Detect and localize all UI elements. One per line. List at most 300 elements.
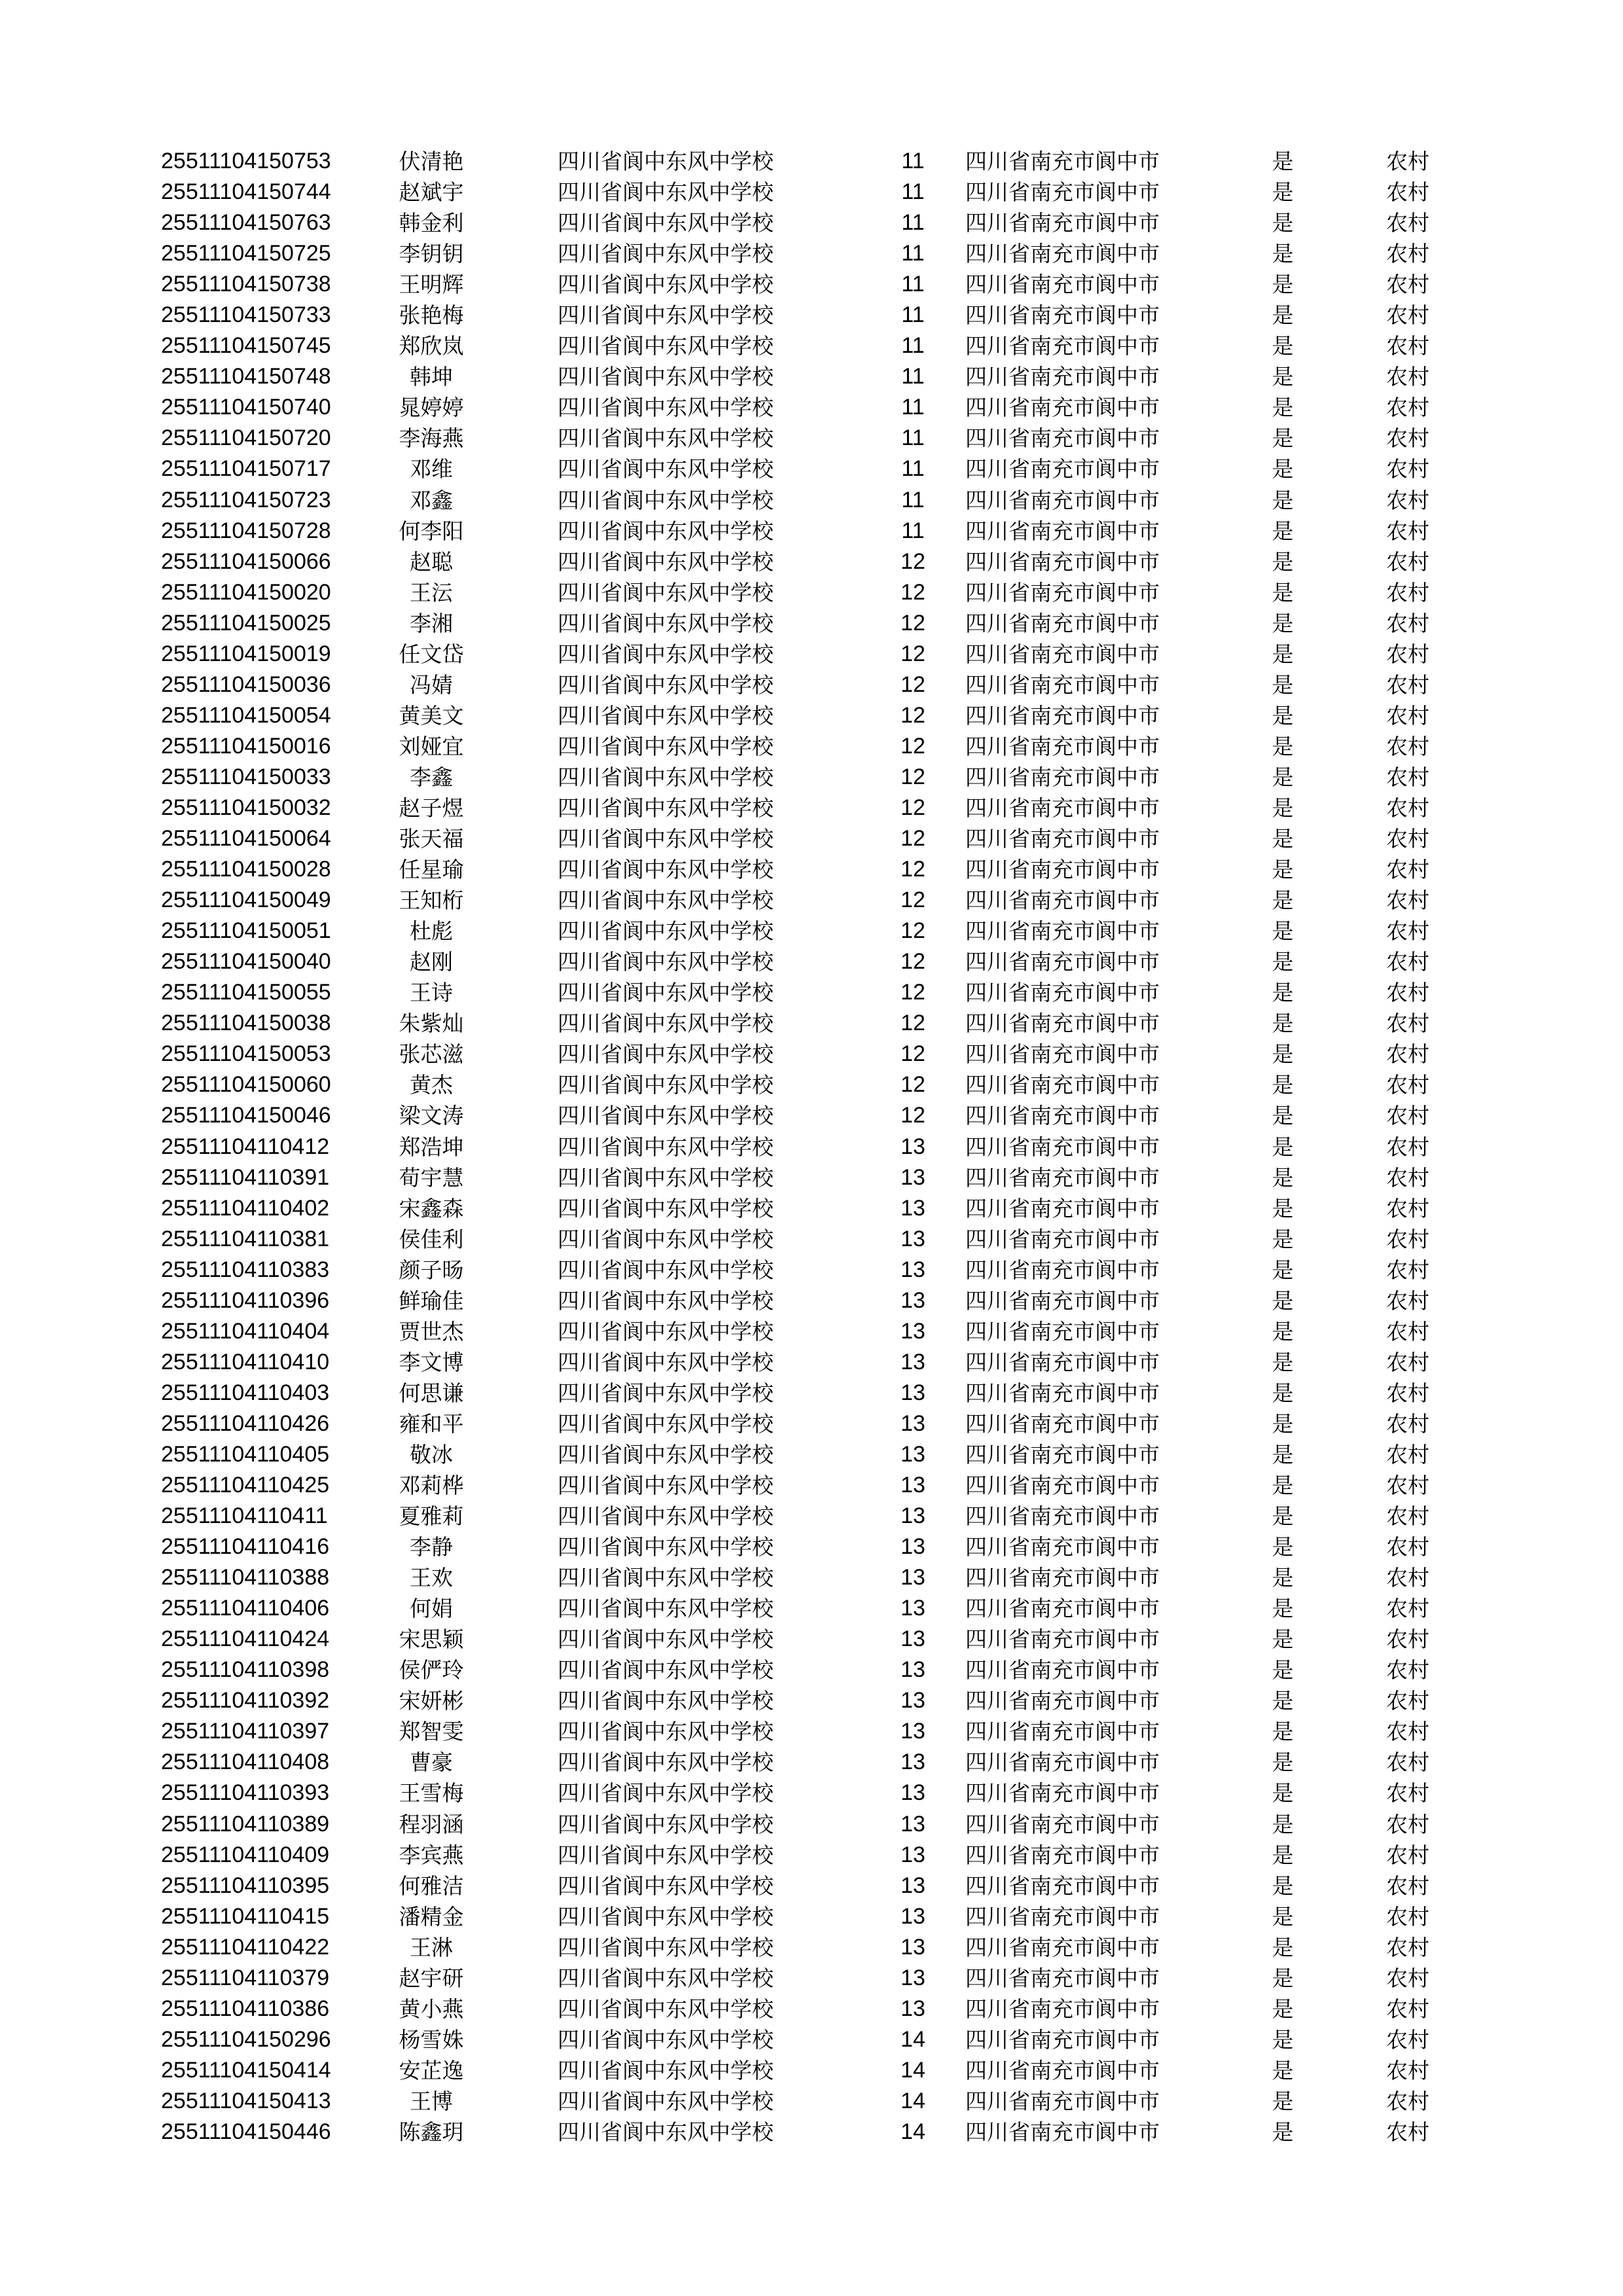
student-name-cell: 杜彪 — [410, 918, 453, 944]
grade-code-cell: 12 — [901, 1011, 925, 1036]
eligibility-flag-cell: 是 — [1272, 888, 1294, 914]
eligibility-flag-cell: 是 — [1272, 302, 1294, 329]
grade-code-cell: 13 — [901, 1534, 925, 1560]
grade-code-cell: 13 — [901, 1626, 925, 1652]
school-name-cell: 四川省阆中东风中学校 — [558, 210, 774, 236]
eligibility-flag-cell: 是 — [1272, 1719, 1294, 1745]
table-row — [0, 1439, 1623, 1470]
region-name-cell: 四川省南充市阆中市 — [965, 733, 1160, 759]
table-row — [0, 2117, 1623, 2147]
table-row — [0, 577, 1623, 608]
school-name-cell: 四川省阆中东风中学校 — [558, 1103, 774, 1129]
grade-code-cell: 13 — [901, 1134, 925, 1159]
grade-code-cell: 13 — [901, 1903, 925, 1929]
school-name-cell: 四川省阆中东风中学校 — [558, 702, 774, 728]
grade-code-cell: 12 — [901, 610, 925, 636]
table-row — [0, 885, 1623, 916]
eligibility-flag-cell: 是 — [1272, 1134, 1294, 1160]
school-name-cell: 四川省阆中东风中学校 — [558, 1719, 774, 1745]
student-name-cell: 刘娅宜 — [399, 733, 464, 759]
eligibility-flag-cell: 是 — [1272, 702, 1294, 728]
table-row — [0, 700, 1623, 731]
school-name-cell: 四川省阆中东风中学校 — [558, 1072, 774, 1098]
eligibility-flag-cell: 是 — [1272, 1873, 1294, 1899]
grade-code-cell: 11 — [901, 210, 925, 236]
region-name-cell: 四川省南充市阆中市 — [965, 795, 1160, 821]
grade-code-cell: 12 — [901, 857, 925, 882]
eligibility-flag-cell: 是 — [1272, 1996, 1294, 2022]
student-name-cell: 李宾燕 — [399, 1842, 464, 1868]
grade-code-cell: 13 — [901, 1811, 925, 1837]
table-row — [0, 547, 1623, 577]
school-name-cell: 四川省阆中东风中学校 — [558, 1503, 774, 1530]
grade-code-cell: 11 — [901, 487, 925, 512]
residence-type-cell: 农村 — [1386, 980, 1429, 1006]
region-name-cell: 四川省南充市阆中市 — [965, 1534, 1160, 1560]
eligibility-flag-cell: 是 — [1272, 949, 1294, 975]
residence-type-cell: 农村 — [1386, 1811, 1429, 1837]
grade-code-cell: 13 — [901, 1441, 925, 1467]
table-row — [0, 146, 1623, 177]
table-row — [0, 946, 1623, 977]
residence-type-cell: 农村 — [1386, 1934, 1429, 1960]
student-name-cell: 潘精金 — [399, 1903, 464, 1929]
student-id-cell: 25511104150020 — [161, 579, 331, 605]
residence-type-cell: 农村 — [1386, 826, 1429, 852]
region-name-cell: 四川省南充市阆中市 — [965, 1195, 1160, 1221]
grade-code-cell: 13 — [901, 1349, 925, 1374]
region-name-cell: 四川省南充市阆中市 — [965, 2057, 1160, 2083]
grade-code-cell: 13 — [901, 1195, 925, 1221]
student-name-cell: 黄杰 — [410, 1072, 453, 1098]
region-name-cell: 四川省南充市阆中市 — [965, 1318, 1160, 1344]
region-name-cell: 四川省南充市阆中市 — [965, 1811, 1160, 1837]
region-name-cell: 四川省南充市阆中市 — [965, 1565, 1160, 1591]
student-id-cell: 25511104150033 — [161, 764, 331, 789]
grade-code-cell: 13 — [901, 1657, 925, 1683]
school-name-cell: 四川省阆中东风中学校 — [558, 518, 774, 544]
student-id-cell: 25511104150032 — [161, 795, 331, 820]
school-name-cell: 四川省阆中东风中学校 — [558, 487, 774, 513]
table-row — [0, 854, 1623, 885]
table-row — [0, 238, 1623, 269]
residence-type-cell: 农村 — [1386, 1688, 1429, 1714]
student-id-cell: 25511104110391 — [161, 1164, 330, 1190]
eligibility-flag-cell: 是 — [1272, 364, 1294, 390]
eligibility-flag-cell: 是 — [1272, 2057, 1294, 2083]
region-name-cell: 四川省南充市阆中市 — [965, 641, 1160, 667]
student-id-cell: 25511104110416 — [161, 1534, 330, 1560]
student-id-cell: 25511104150446 — [161, 2119, 331, 2144]
region-name-cell: 四川省南充市阆中市 — [965, 1349, 1160, 1375]
student-id-cell: 25511104150723 — [161, 487, 331, 512]
region-name-cell: 四川省南充市阆中市 — [965, 949, 1160, 975]
eligibility-flag-cell: 是 — [1272, 1041, 1294, 1067]
table-row — [0, 670, 1623, 700]
school-name-cell: 四川省阆中东风中学校 — [558, 857, 774, 883]
student-id-cell: 25511104150060 — [161, 1072, 331, 1098]
student-id-cell: 25511104110402 — [161, 1195, 330, 1221]
student-id-cell: 25511104110393 — [161, 1780, 330, 1806]
grade-code-cell: 14 — [901, 2088, 925, 2113]
grade-code-cell: 12 — [901, 980, 925, 1005]
region-name-cell: 四川省南充市阆中市 — [965, 1626, 1160, 1653]
school-name-cell: 四川省阆中东风中学校 — [558, 2119, 774, 2145]
school-name-cell: 四川省阆中东风中学校 — [558, 2026, 774, 2053]
student-id-cell: 25511104110411 — [161, 1503, 328, 1529]
eligibility-flag-cell: 是 — [1272, 2026, 1294, 2053]
residence-type-cell: 农村 — [1386, 1072, 1429, 1098]
region-name-cell: 四川省南充市阆中市 — [965, 425, 1160, 452]
student-id-cell: 25511104150413 — [161, 2088, 331, 2113]
school-name-cell: 四川省阆中东风中学校 — [558, 2057, 774, 2083]
student-name-cell: 荀宇慧 — [399, 1164, 464, 1191]
student-name-cell: 王淋 — [410, 1934, 453, 1960]
residence-type-cell: 农村 — [1386, 1873, 1429, 1899]
residence-type-cell: 农村 — [1386, 1226, 1429, 1252]
region-name-cell: 四川省南充市阆中市 — [965, 1719, 1160, 1745]
eligibility-flag-cell: 是 — [1272, 1226, 1294, 1252]
student-id-cell: 25511104150414 — [161, 2057, 331, 2083]
grade-code-cell: 11 — [901, 425, 925, 451]
table-row — [0, 1069, 1623, 1100]
table-row — [0, 793, 1623, 823]
student-name-cell: 何娟 — [410, 1596, 453, 1622]
grade-code-cell: 13 — [901, 1473, 925, 1498]
student-name-cell: 鲜瑜佳 — [399, 1287, 464, 1314]
residence-type-cell: 农村 — [1386, 1996, 1429, 2022]
student-id-cell: 25511104150016 — [161, 733, 331, 759]
table-row — [0, 639, 1623, 670]
student-id-cell: 25511104150038 — [161, 1011, 331, 1036]
residence-type-cell: 农村 — [1386, 2088, 1429, 2114]
school-name-cell: 四川省阆中东风中学校 — [558, 1164, 774, 1191]
table-row — [0, 823, 1623, 854]
school-name-cell: 四川省阆中东风中学校 — [558, 425, 774, 452]
grade-code-cell: 13 — [901, 1410, 925, 1436]
student-name-cell: 李湘 — [410, 610, 453, 636]
residence-type-cell: 农村 — [1386, 518, 1429, 544]
residence-type-cell: 农村 — [1386, 1410, 1429, 1437]
region-name-cell: 四川省南充市阆中市 — [965, 1934, 1160, 1960]
eligibility-flag-cell: 是 — [1272, 272, 1294, 298]
student-name-cell: 黄小燕 — [399, 1996, 464, 2022]
residence-type-cell: 农村 — [1386, 333, 1429, 359]
student-name-cell: 王雪梅 — [399, 1780, 464, 1806]
student-id-cell: 25511104110392 — [161, 1688, 330, 1713]
residence-type-cell: 农村 — [1386, 1534, 1429, 1560]
table-row — [0, 1224, 1623, 1255]
region-name-cell: 四川省南充市阆中市 — [965, 918, 1160, 944]
eligibility-flag-cell: 是 — [1272, 1626, 1294, 1653]
residence-type-cell: 农村 — [1386, 1041, 1429, 1067]
student-name-cell: 杨雪姝 — [399, 2026, 464, 2053]
eligibility-flag-cell: 是 — [1272, 1534, 1294, 1560]
grade-code-cell: 12 — [901, 548, 925, 574]
student-name-cell: 邓莉桦 — [399, 1473, 464, 1499]
student-id-cell: 25511104150733 — [161, 302, 331, 328]
student-id-cell: 25511104150744 — [161, 179, 331, 205]
residence-type-cell: 农村 — [1386, 395, 1429, 421]
eligibility-flag-cell: 是 — [1272, 179, 1294, 206]
table-row — [0, 1593, 1623, 1624]
student-name-cell: 张芯滋 — [399, 1041, 464, 1067]
student-name-cell: 王明辉 — [399, 272, 464, 298]
school-name-cell: 四川省阆中东风中学校 — [558, 1534, 774, 1560]
residence-type-cell: 农村 — [1386, 1287, 1429, 1314]
student-id-cell: 25511104110389 — [161, 1811, 330, 1837]
table-row — [0, 1132, 1623, 1162]
residence-type-cell: 农村 — [1386, 1719, 1429, 1745]
eligibility-flag-cell: 是 — [1272, 1195, 1294, 1221]
table-row — [0, 916, 1623, 946]
residence-type-cell: 农村 — [1386, 857, 1429, 883]
table-row — [0, 1624, 1623, 1655]
region-name-cell: 四川省南充市阆中市 — [965, 1226, 1160, 1252]
school-name-cell: 四川省阆中东风中学校 — [558, 1349, 774, 1375]
grade-code-cell: 13 — [901, 1287, 925, 1313]
residence-type-cell: 农村 — [1386, 1965, 1429, 1991]
residence-type-cell: 农村 — [1386, 548, 1429, 575]
student-name-cell: 何雅洁 — [399, 1873, 464, 1899]
table-row — [0, 977, 1623, 1008]
table-row — [0, 1655, 1623, 1685]
region-name-cell: 四川省南充市阆中市 — [965, 518, 1160, 544]
student-id-cell: 25511104150717 — [161, 456, 331, 482]
eligibility-flag-cell: 是 — [1272, 1596, 1294, 1622]
region-name-cell: 四川省南充市阆中市 — [965, 1441, 1160, 1467]
eligibility-flag-cell: 是 — [1272, 2119, 1294, 2145]
table-row — [0, 269, 1623, 300]
residence-type-cell: 农村 — [1386, 179, 1429, 206]
grade-code-cell: 11 — [901, 456, 925, 482]
region-name-cell: 四川省南充市阆中市 — [965, 1380, 1160, 1406]
region-name-cell: 四川省南充市阆中市 — [965, 1011, 1160, 1037]
grade-code-cell: 11 — [901, 302, 925, 328]
student-id-cell: 25511104110388 — [161, 1565, 330, 1590]
student-name-cell: 李钥钥 — [399, 241, 464, 267]
residence-type-cell: 农村 — [1386, 1626, 1429, 1653]
eligibility-flag-cell: 是 — [1272, 795, 1294, 821]
eligibility-flag-cell: 是 — [1272, 764, 1294, 790]
school-name-cell: 四川省阆中东风中学校 — [558, 1688, 774, 1714]
table-row — [0, 207, 1623, 238]
region-name-cell: 四川省南充市阆中市 — [965, 1873, 1160, 1899]
eligibility-flag-cell: 是 — [1272, 1657, 1294, 1683]
grade-code-cell: 14 — [901, 2119, 925, 2144]
student-id-cell: 25511104110422 — [161, 1934, 330, 1960]
residence-type-cell: 农村 — [1386, 2026, 1429, 2053]
table-row — [0, 1778, 1623, 1808]
region-name-cell: 四川省南充市阆中市 — [965, 1657, 1160, 1683]
residence-type-cell: 农村 — [1386, 487, 1429, 513]
eligibility-flag-cell: 是 — [1272, 241, 1294, 267]
region-name-cell: 四川省南充市阆中市 — [965, 1041, 1160, 1067]
eligibility-flag-cell: 是 — [1272, 1380, 1294, 1406]
student-name-cell: 夏雅莉 — [399, 1503, 464, 1530]
residence-type-cell: 农村 — [1386, 364, 1429, 390]
region-name-cell: 四川省南充市阆中市 — [965, 179, 1160, 206]
student-name-cell: 韩坤 — [410, 364, 453, 390]
region-name-cell: 四川省南充市阆中市 — [965, 579, 1160, 605]
region-name-cell: 四川省南充市阆中市 — [965, 857, 1160, 883]
table-row — [0, 1840, 1623, 1871]
residence-type-cell: 农村 — [1386, 1596, 1429, 1622]
eligibility-flag-cell: 是 — [1272, 857, 1294, 883]
school-name-cell: 四川省阆中东风中学校 — [558, 241, 774, 267]
table-row — [0, 2086, 1623, 2117]
eligibility-flag-cell: 是 — [1272, 518, 1294, 544]
table-row — [0, 1716, 1623, 1747]
grade-code-cell: 13 — [901, 1226, 925, 1251]
grade-code-cell: 13 — [901, 1965, 925, 1990]
residence-type-cell: 农村 — [1386, 1657, 1429, 1683]
region-name-cell: 四川省南充市阆中市 — [965, 1134, 1160, 1160]
student-id-cell: 25511104110403 — [161, 1380, 330, 1405]
region-name-cell: 四川省南充市阆中市 — [965, 826, 1160, 852]
region-name-cell: 四川省南充市阆中市 — [965, 1103, 1160, 1129]
student-name-cell: 王博 — [410, 2088, 453, 2114]
table-row — [0, 1932, 1623, 1963]
table-row — [0, 485, 1623, 516]
student-name-cell: 宋妍彬 — [399, 1688, 464, 1714]
student-id-cell: 25511104110405 — [161, 1441, 330, 1467]
residence-type-cell: 农村 — [1386, 672, 1429, 698]
eligibility-flag-cell: 是 — [1272, 733, 1294, 759]
student-name-cell: 王沄 — [410, 579, 453, 605]
student-name-cell: 晁婷婷 — [399, 395, 464, 421]
eligibility-flag-cell: 是 — [1272, 149, 1294, 174]
grade-code-cell: 11 — [901, 179, 925, 205]
region-name-cell: 四川省南充市阆中市 — [965, 1749, 1160, 1776]
student-name-cell: 郑智雯 — [399, 1719, 464, 1745]
student-id-cell: 25511104110398 — [161, 1657, 330, 1683]
student-id-cell: 25511104110425 — [161, 1473, 330, 1498]
table-row — [0, 1193, 1623, 1224]
eligibility-flag-cell: 是 — [1272, 456, 1294, 482]
eligibility-flag-cell: 是 — [1272, 918, 1294, 944]
student-name-cell: 陈鑫玥 — [399, 2119, 464, 2145]
school-name-cell: 四川省阆中东风中学校 — [558, 395, 774, 421]
grade-code-cell: 11 — [901, 149, 925, 173]
student-id-cell: 25511104150738 — [161, 272, 331, 297]
school-name-cell: 四川省阆中东风中学校 — [558, 456, 774, 482]
student-name-cell: 张天福 — [399, 826, 464, 852]
school-name-cell: 四川省阆中东风中学校 — [558, 364, 774, 390]
region-name-cell: 四川省南充市阆中市 — [965, 888, 1160, 914]
grade-code-cell: 13 — [901, 1749, 925, 1775]
region-name-cell: 四川省南充市阆中市 — [965, 1164, 1160, 1191]
student-name-cell: 程羽涵 — [399, 1811, 464, 1837]
school-name-cell: 四川省阆中东风中学校 — [558, 302, 774, 329]
eligibility-flag-cell: 是 — [1272, 1011, 1294, 1037]
school-name-cell: 四川省阆中东风中学校 — [558, 1318, 774, 1344]
student-name-cell: 邓维 — [410, 456, 453, 482]
grade-code-cell: 12 — [901, 949, 925, 975]
table-row — [0, 1809, 1623, 1840]
table-row — [0, 1316, 1623, 1347]
table-row — [0, 1470, 1623, 1501]
student-id-cell: 25511104150025 — [161, 610, 331, 636]
eligibility-flag-cell: 是 — [1272, 395, 1294, 421]
student-name-cell: 宋鑫森 — [399, 1195, 464, 1221]
grade-code-cell: 13 — [901, 1164, 925, 1190]
eligibility-flag-cell: 是 — [1272, 610, 1294, 636]
region-name-cell: 四川省南充市阆中市 — [965, 610, 1160, 636]
student-name-cell: 张艳梅 — [399, 302, 464, 329]
residence-type-cell: 农村 — [1386, 425, 1429, 452]
eligibility-flag-cell: 是 — [1272, 579, 1294, 605]
residence-type-cell: 农村 — [1386, 2057, 1429, 2083]
eligibility-flag-cell: 是 — [1272, 548, 1294, 575]
residence-type-cell: 农村 — [1386, 210, 1429, 236]
region-name-cell: 四川省南充市阆中市 — [965, 1257, 1160, 1283]
school-name-cell: 四川省阆中东风中学校 — [558, 1996, 774, 2022]
student-name-cell: 何李阳 — [399, 518, 464, 544]
student-id-cell: 25511104110395 — [161, 1873, 330, 1898]
school-name-cell: 四川省阆中东风中学校 — [558, 1134, 774, 1160]
school-name-cell: 四川省阆中东风中学校 — [558, 733, 774, 759]
region-name-cell: 四川省南充市阆中市 — [965, 2088, 1160, 2114]
student-id-cell: 25511104110426 — [161, 1410, 330, 1436]
student-name-cell: 颜子旸 — [399, 1257, 464, 1283]
school-name-cell: 四川省阆中东风中学校 — [558, 826, 774, 852]
eligibility-flag-cell: 是 — [1272, 1688, 1294, 1714]
student-name-cell: 邓鑫 — [410, 487, 453, 513]
school-name-cell: 四川省阆中东风中学校 — [558, 1657, 774, 1683]
student-name-cell: 李鑫 — [410, 764, 453, 790]
student-id-cell: 25511104150725 — [161, 241, 331, 266]
table-row — [0, 1408, 1623, 1439]
student-name-cell: 赵刚 — [410, 949, 453, 975]
residence-type-cell: 农村 — [1386, 795, 1429, 821]
grade-code-cell: 11 — [901, 333, 925, 359]
residence-type-cell: 农村 — [1386, 918, 1429, 944]
school-name-cell: 四川省阆中东风中学校 — [558, 795, 774, 821]
residence-type-cell: 农村 — [1386, 949, 1429, 975]
eligibility-flag-cell: 是 — [1272, 1318, 1294, 1344]
student-name-cell: 韩金利 — [399, 210, 464, 236]
student-id-cell: 25511104150728 — [161, 518, 331, 543]
residence-type-cell: 农村 — [1386, 1503, 1429, 1530]
region-name-cell: 四川省南充市阆中市 — [965, 1780, 1160, 1806]
region-name-cell: 四川省南充市阆中市 — [965, 456, 1160, 482]
school-name-cell: 四川省阆中东风中学校 — [558, 918, 774, 944]
table-row — [0, 2024, 1623, 2055]
eligibility-flag-cell: 是 — [1272, 672, 1294, 698]
school-name-cell: 四川省阆中东风中学校 — [558, 1011, 774, 1037]
region-name-cell: 四川省南充市阆中市 — [965, 1903, 1160, 1929]
region-name-cell: 四川省南充市阆中市 — [965, 149, 1160, 174]
table-row — [0, 423, 1623, 454]
school-name-cell: 四川省阆中东风中学校 — [558, 548, 774, 575]
residence-type-cell: 农村 — [1386, 641, 1429, 667]
student-id-cell: 25511104110412 — [161, 1134, 330, 1159]
student-name-cell: 宋思颖 — [399, 1626, 464, 1653]
school-name-cell: 四川省阆中东风中学校 — [558, 1565, 774, 1591]
student-name-cell: 敬冰 — [410, 1441, 453, 1467]
region-name-cell: 四川省南充市阆中市 — [965, 272, 1160, 298]
residence-type-cell: 农村 — [1386, 2119, 1429, 2145]
table-row — [0, 1008, 1623, 1039]
grade-code-cell: 12 — [901, 641, 925, 666]
region-name-cell: 四川省南充市阆中市 — [965, 672, 1160, 698]
school-name-cell: 四川省阆中东风中学校 — [558, 2088, 774, 2114]
eligibility-flag-cell: 是 — [1272, 641, 1294, 667]
student-id-cell: 25511104110408 — [161, 1749, 330, 1775]
grade-code-cell: 12 — [901, 579, 925, 605]
eligibility-flag-cell: 是 — [1272, 1780, 1294, 1806]
